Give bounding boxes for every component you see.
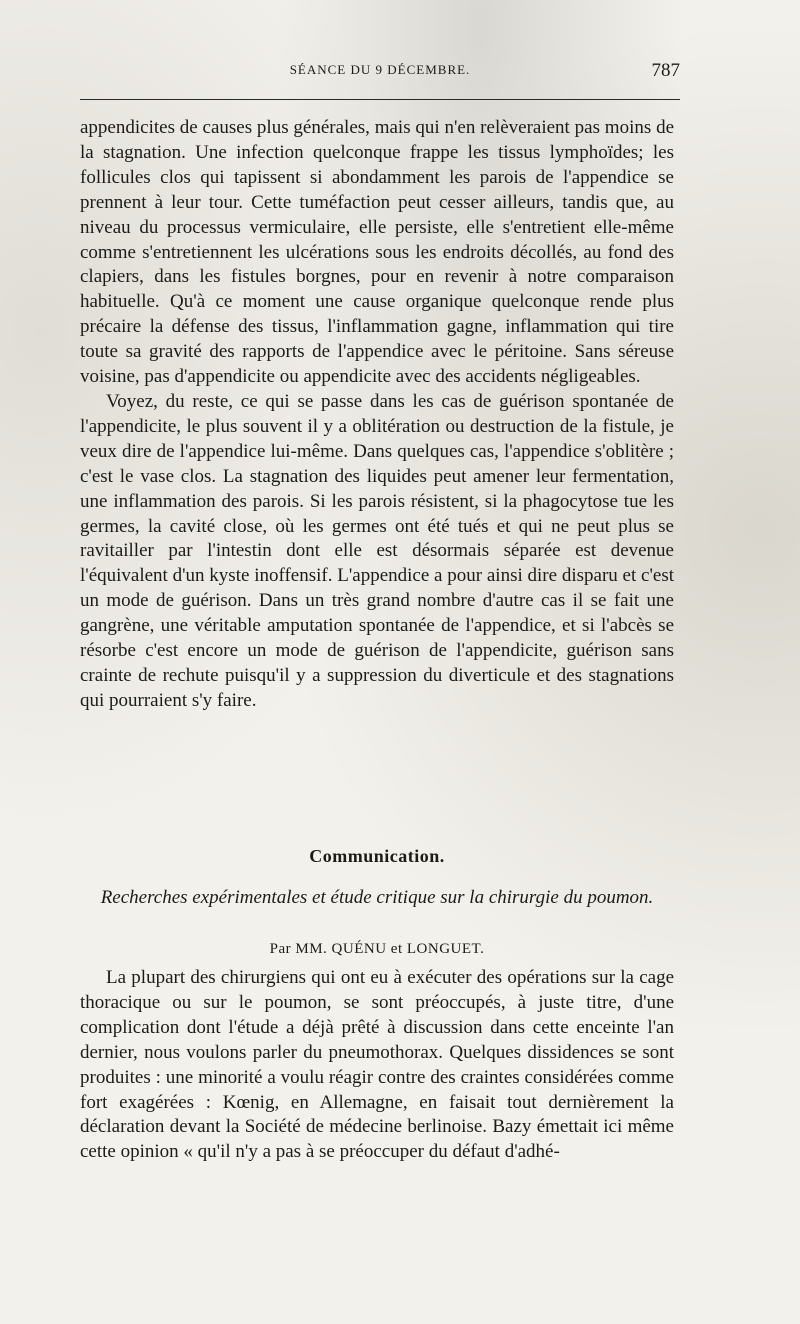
article-text-block xyxy=(80,966,674,1165)
running-title: SÉANCE DU 9 DÉCEMBRE. xyxy=(289,62,471,77)
page-number: 787 xyxy=(651,60,680,81)
paragraph-continued: appendicites de causes plus générales, mais qui n'en relèveraient pas moins de la stagnation. Une infection quelconque frappe les tissus lymphoïdes; les follicules clos qui tapissent si abondamment les parois de l'appendice se prennent à leur tour. Cette tuméfaction peut cesser ailleurs, tandis que, au niveau du processus vermiculaire, elle persiste, elle s'entretient elle-même comme s'entretiennent les ulcérations sous les endroits décollés, au fond des clapiers, dans les fistules borgnes, pour en revenir à notre comparaison habituelle. Qu'à ce moment une cause organique quelconque rende plus précaire la défense des tissus, l'inflammation gagne, inflammation qui tire toute sa gravité des rapports de l'appendice avec le péritoine. Sans séreuse voisine, pas d'appendicite ou appendicite avec des accidents négligeables. xyxy=(80,117,674,388)
section-heading: Communication. xyxy=(309,846,445,866)
paragraph-pneumothorax: La plupart des chirurgiens qui ont eu à exécuter des opérations sur la cage thoracique ou sur le poumon, se sont préoccupés, à juste titre, d'une complication dont l'étude a déjà prêté à discussion dans cette enceinte l'an dernier, nous voulons parler du pneumothorax. Quelques dissidences se sont produites : une minorité a voulu réagir contre des craintes considérées comme fort exagérées : Kœnig, en Allemagne, en faisait tout dernièrement la déclaration devant la Société de médecine berlinoise. Bazy émettait ici même cette opinion « qu'il n'y a pas à se préoccuper du défaut d'adhé- xyxy=(80,967,674,1163)
header-rule xyxy=(80,99,680,100)
article-authors: Par MM. QUÉNU et LONGUET. xyxy=(269,941,485,957)
running-head xyxy=(80,62,680,90)
paragraph-spontaneous-healing: Voyez, du reste, ce qui se passe dans les cas de guérison spontanée de l'appendicite, le plus souvent il y a oblitération ou destruction de la fistule, je veux dire de l'appendice lui-même. Dans quelques cas, l'appendice s'oblitère ; c'est le vase clos. La stagnation des liquides peut amener leur fermentation, une inflammation des parois. Si les parois résistent, si la phagocytose tue les germes, la cavité close, où les germes ont été tués et qui ne peut plus se ravitailler par l'intestin dont elle est désormais séparée est devenue l'équivalent d'un kyste inoffensif. L'appendice a pour ainsi dire disparu et c'est un mode de guérison. Dans un très grand nombre d'autre cas il se fait une gangrène, une véritable amputation spontanée de l'appendice, et si l'abcès se résorbe c'est encore un mode de guérison de l'appendicite, guérison sans crainte de rechute puisqu'il y a suppression du diverticule et des stagnations qui pourraient s'y faire. xyxy=(80,390,674,711)
continued-text-block xyxy=(80,116,674,714)
article-title: Recherches expérimentales et étude critique sur la chirurgie du poumon. xyxy=(100,887,654,908)
